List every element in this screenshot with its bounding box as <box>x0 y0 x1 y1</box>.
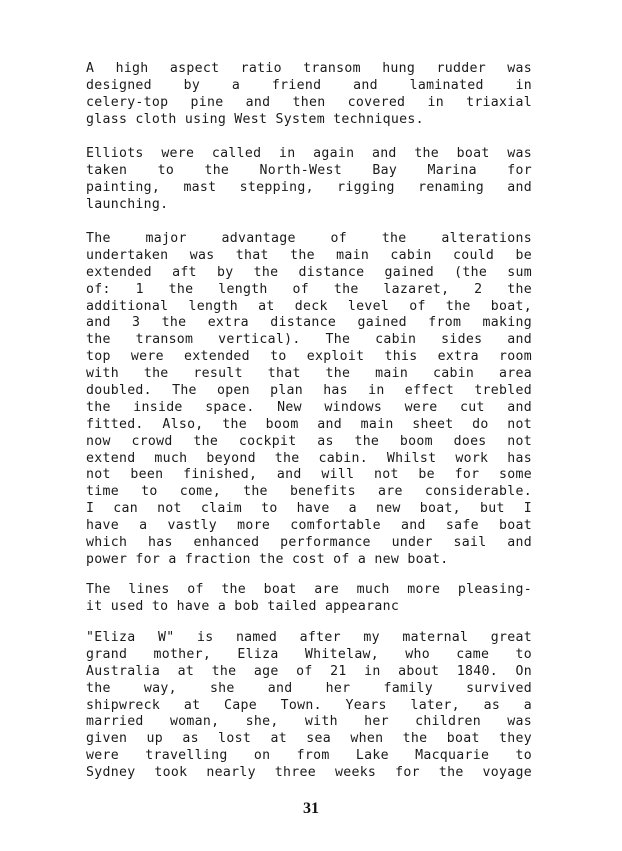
text-line: and 3 the extra distance gained from making <box>86 315 532 331</box>
text-line: were travelling on from Lake Macquarie to <box>86 748 532 764</box>
text-line: "Eliza W" is named after my maternal great <box>86 630 532 645</box>
paragraph-alterations <box>86 231 532 569</box>
text-line: of: 1 the length of the lazaret, 2 the <box>86 281 532 297</box>
text-line: designed by a friend and laminated in <box>86 77 532 93</box>
text-line: taken to the North-West Bay Marina for <box>86 162 532 178</box>
text-line: A high aspect ratio transom hung rudder was <box>86 61 532 76</box>
text-line: Elliots were called in again and the boat was <box>86 146 532 161</box>
text-line: Sydney took nearly three weeks for the voyage <box>86 765 532 781</box>
paragraph-rudder <box>86 61 532 129</box>
text-line: The lines of the boat are much more pleasing- <box>86 582 532 597</box>
text-line: additional length at deck level of the boat, <box>86 298 532 314</box>
text-line: not been finished, and will not be for some <box>86 467 532 483</box>
paragraph-lines <box>86 582 532 616</box>
text-line: extended aft by the distance gained (the sum <box>86 264 532 280</box>
text-line: Australia at the age of 21 in about 1840. On <box>86 663 532 679</box>
text-line: extend much beyond the cabin. Whilst work has <box>86 450 532 466</box>
text-line: shipwreck at Cape Town. Years later, as a <box>86 697 532 713</box>
text-line: The major advantage of the alterations <box>86 231 532 246</box>
text-line: the inside space. New windows were cut and <box>86 399 532 415</box>
paragraph-eliza-w <box>86 630 532 782</box>
text-line: I can not claim to have a new boat, but I <box>86 501 532 517</box>
text-line: married woman, she, with her children was <box>86 714 532 730</box>
text-line: launching. <box>86 196 169 212</box>
text-line: time to come, the benefits are considerable. <box>86 484 532 500</box>
text-line: glass cloth using West System techniques. <box>86 111 424 127</box>
text-line: given up as lost at sea when the boat they <box>86 731 532 747</box>
text-line: it used to have a bob tailed appearanc <box>86 598 400 614</box>
text-line: grand mother, Eliza Whitelaw, who came to <box>86 646 532 662</box>
text-line: with the result that the main cabin area <box>86 366 532 382</box>
text-line: which has enhanced performance under sail and <box>86 535 532 551</box>
text-line: painting, mast stepping, rigging renaming and <box>86 179 532 195</box>
text-line: celery-top pine and then covered in triaxial <box>86 94 532 110</box>
text-line: power for a fraction the cost of a new boat. <box>86 551 449 567</box>
text-line: now crowd the cockpit as the boom does not <box>86 433 532 449</box>
text-line: top were extended to exploit this extra room <box>86 349 532 365</box>
page-number: 31 <box>303 800 319 817</box>
text-line: the transom vertical). The cabin sides and <box>86 332 532 348</box>
text-line: fitted. Also, the boom and main sheet do not <box>86 416 532 432</box>
text-line: the way, she and her family survived <box>86 680 532 696</box>
text-line: have a vastly more comfortable and safe boat <box>86 518 532 534</box>
text-line: doubled. The open plan has in effect trebled <box>86 383 532 399</box>
paragraph-launching <box>86 146 532 214</box>
text-line: undertaken was that the main cabin could be <box>86 247 532 263</box>
